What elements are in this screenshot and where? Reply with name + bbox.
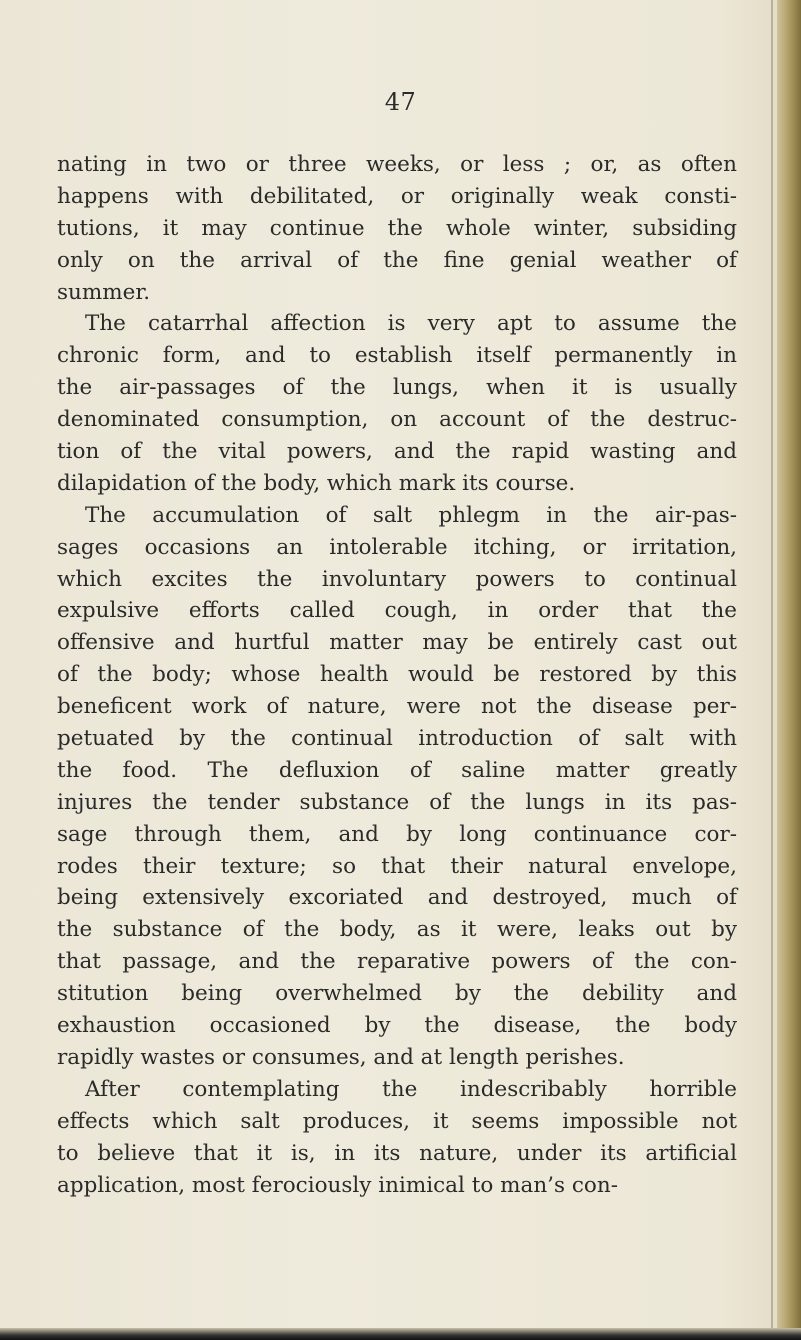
text-line: only on the arrival of the fine genial weather of bbox=[57, 247, 737, 273]
text-line: exhaustion occasioned by the disease, the body bbox=[57, 1013, 737, 1039]
page-fold-shadow bbox=[771, 0, 773, 1340]
text-line: stitution being overwhelmed by the debility and bbox=[57, 981, 737, 1007]
text-line: offensive and hurtful matter may be entirely cast out bbox=[57, 630, 737, 656]
page-number: 47 bbox=[384, 88, 417, 116]
text-line: tion of the vital powers, and the rapid wasting and bbox=[57, 439, 737, 465]
text-line: The catarrhal affection is very apt to assume the bbox=[85, 311, 737, 337]
text-line: to believe that it is, in its nature, under its artificial bbox=[57, 1140, 737, 1166]
text-line: rodes their texture; so that their natural envelope, bbox=[57, 853, 737, 879]
text-line: the substance of the body, as it were, leaks out by bbox=[57, 917, 737, 943]
text-line: chronic form, and to establish itself permanently in bbox=[57, 343, 737, 369]
body-text bbox=[57, 149, 737, 1201]
text-line: summer. bbox=[57, 279, 151, 305]
book-binding-edge bbox=[777, 0, 801, 1340]
text-line: being extensively excoriated and destroyed, much of bbox=[57, 885, 737, 911]
text-line: effects which salt produces, it seems impossible not bbox=[57, 1108, 737, 1134]
text-line: dilapidation of the body, which mark its course. bbox=[57, 470, 576, 496]
text-line: expulsive efforts called cough, in order that the bbox=[57, 598, 737, 624]
text-line: of the body; whose health would be restored by this bbox=[57, 662, 737, 688]
text-line: application, most ferociously inimical to man’s con- bbox=[57, 1172, 618, 1198]
text-line: denominated consumption, on account of the destruc- bbox=[57, 407, 737, 433]
text-line: petuated by the continual introduction of salt with bbox=[57, 726, 737, 752]
text-line: The accumulation of salt phlegm in the air-pas- bbox=[85, 502, 737, 528]
text-line: the air-passages of the lungs, when it is usually bbox=[57, 375, 737, 401]
text-line: tutions, it may continue the whole winter, subsiding bbox=[57, 215, 737, 241]
text-line: beneficent work of nature, were not the disease per- bbox=[57, 694, 737, 720]
text-line: injures the tender substance of the lungs in its pas- bbox=[57, 789, 737, 815]
text-line: rapidly wastes or consumes, and at length perishes. bbox=[57, 1044, 625, 1070]
text-line: sage through them, and by long continuance cor- bbox=[57, 821, 737, 847]
text-line: the food. The defluxion of saline matter greatly bbox=[57, 757, 737, 783]
text-line: After contemplating the indescribably horrible bbox=[85, 1076, 737, 1102]
text-line: sages occasions an intolerable itching, or irritation, bbox=[57, 534, 737, 560]
text-line: nating in two or three weeks, or less ; or, as often bbox=[57, 152, 737, 177]
text-line: that passage, and the reparative powers of the con- bbox=[57, 949, 737, 975]
page-bottom-edge bbox=[0, 1328, 801, 1340]
text-line: happens with debilitated, or originally weak consti- bbox=[57, 183, 737, 209]
text-line: which excites the involuntary powers to continual bbox=[57, 566, 737, 592]
